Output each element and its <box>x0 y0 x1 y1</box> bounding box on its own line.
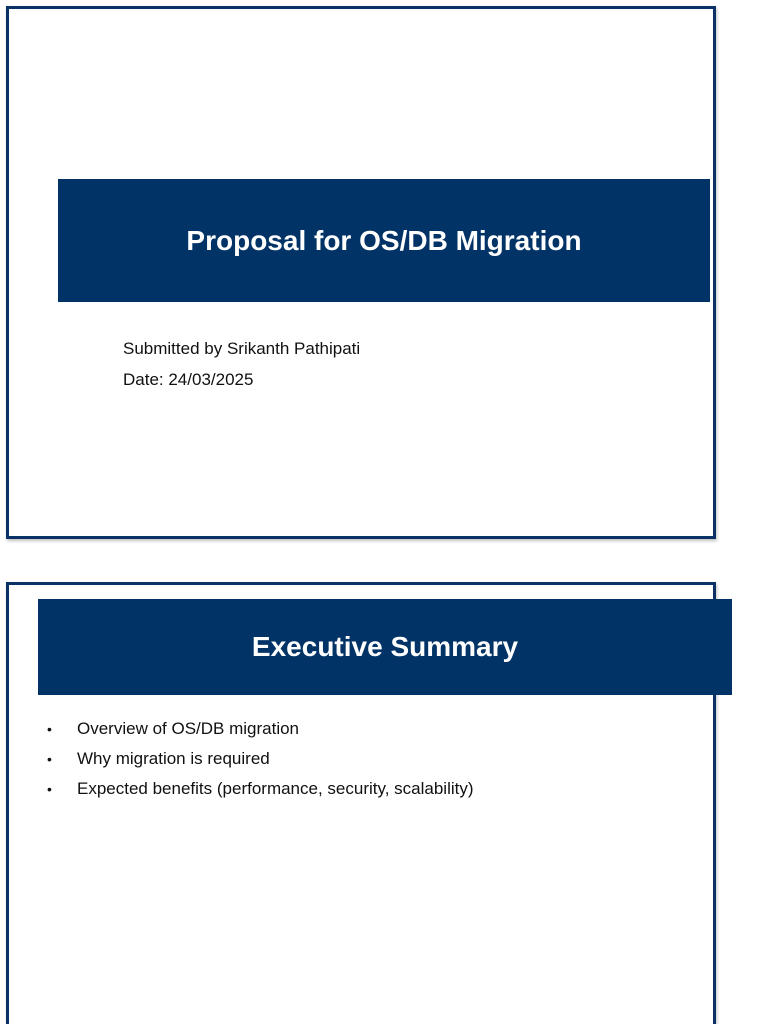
bullet-icon: • <box>47 781 52 797</box>
slide-title: Executive Summary <box>38 599 732 695</box>
title-slide <box>6 6 716 539</box>
list-item <box>45 744 474 774</box>
bullet-icon: • <box>47 751 52 767</box>
date-text: Date: 24/03/2025 <box>123 370 254 389</box>
bullet-text: Overview of OS/DB migration <box>77 719 300 738</box>
bullet-text: Why migration is required <box>77 749 270 768</box>
bullet-icon: • <box>47 721 52 737</box>
submitted-by-text: Submitted by Srikanth Pathipati <box>123 339 361 358</box>
bullet-text: Expected benefits (performance, security, scalability) <box>77 779 474 798</box>
subtitle-block <box>123 333 360 395</box>
list-item <box>45 774 474 804</box>
bullet-list <box>45 714 474 804</box>
slide-title: Proposal for OS/DB Migration <box>58 179 710 302</box>
executive-summary-slide <box>6 582 716 1024</box>
list-item <box>45 714 474 744</box>
